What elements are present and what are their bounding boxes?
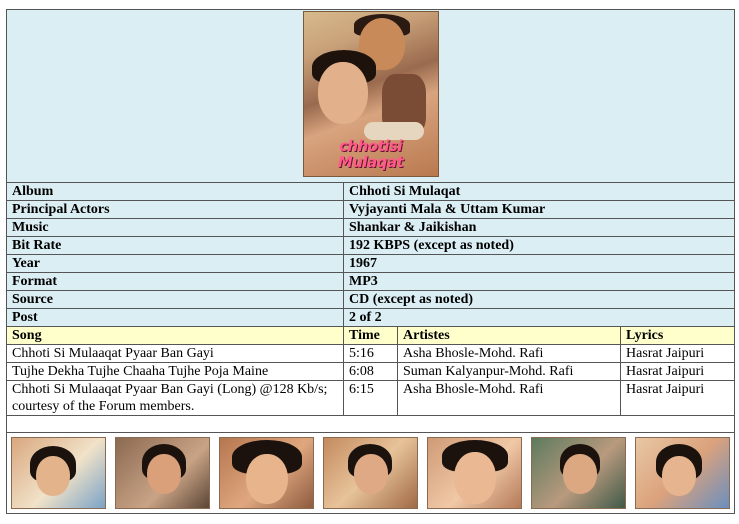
info-value: Chhoti Si Mulaqat	[344, 183, 735, 201]
info-value: 2 of 2	[344, 309, 735, 327]
song-artistes: Asha Bhosle-Mohd. Rafi	[398, 345, 621, 363]
info-value: Vyjayanti Mala & Uttam Kumar	[344, 201, 735, 219]
cover-cell	[7, 10, 735, 183]
info-row-album	[7, 183, 735, 201]
song-lyrics: Hasrat Jaipuri	[621, 381, 735, 416]
movie-still-image	[427, 437, 522, 509]
time-column-header: Time	[344, 327, 398, 345]
song-time: 5:16	[344, 345, 398, 363]
info-label: Format	[7, 273, 344, 291]
song-table-header	[7, 327, 735, 345]
movie-still-image	[11, 437, 106, 509]
movie-still-image	[531, 437, 626, 509]
info-label: Album	[7, 183, 344, 201]
poster-title: chhotisi Mulaqat	[337, 137, 404, 171]
info-row-post	[7, 309, 735, 327]
artistes-column-header: Artistes	[398, 327, 621, 345]
info-row-actors	[7, 201, 735, 219]
spacer-row	[7, 416, 735, 433]
movie-still-image	[115, 437, 210, 509]
song-lyrics: Hasrat Jaipuri	[621, 345, 735, 363]
movie-still-image	[635, 437, 730, 509]
screenshot-strip	[7, 433, 734, 513]
info-value: Shankar & Jaikishan	[344, 219, 735, 237]
info-value: 192 KBPS (except as noted)	[344, 237, 735, 255]
album-table	[6, 9, 735, 514]
album-info-panel	[6, 9, 734, 520]
info-label: Principal Actors	[7, 201, 344, 219]
info-label: Post	[7, 309, 344, 327]
movie-still-image	[323, 437, 418, 509]
song-artistes: Suman Kalyanpur-Mohd. Rafi	[398, 363, 621, 381]
screenshot-strip-row	[7, 433, 735, 514]
info-value: MP3	[344, 273, 735, 291]
info-label: Music	[7, 219, 344, 237]
song-title: Chhoti Si Mulaaqat Pyaar Ban Gayi	[7, 345, 344, 363]
info-row-music	[7, 219, 735, 237]
song-lyrics: Hasrat Jaipuri	[621, 363, 735, 381]
song-artistes: Asha Bhosle-Mohd. Rafi	[398, 381, 621, 416]
info-value: 1967	[344, 255, 735, 273]
info-row-format	[7, 273, 735, 291]
info-label: Source	[7, 291, 344, 309]
song-title: Tujhe Dekha Tujhe Chaaha Tujhe Poja Maine	[7, 363, 344, 381]
movie-still-image	[219, 437, 314, 509]
song-time: 6:08	[344, 363, 398, 381]
info-row-year	[7, 255, 735, 273]
info-label: Bit Rate	[7, 237, 344, 255]
song-column-header: Song	[7, 327, 344, 345]
song-title: Chhoti Si Mulaaqat Pyaar Ban Gayi (Long) @128 Kb/s; courtesy of the Forum members.	[7, 381, 344, 416]
info-row-bitrate	[7, 237, 735, 255]
song-row	[7, 345, 735, 363]
info-value: CD (except as noted)	[344, 291, 735, 309]
song-time: 6:15	[344, 381, 398, 416]
song-row	[7, 381, 735, 416]
info-row-source	[7, 291, 735, 309]
lyrics-column-header: Lyrics	[621, 327, 735, 345]
info-label: Year	[7, 255, 344, 273]
song-row	[7, 363, 735, 381]
album-cover-image	[303, 11, 439, 177]
